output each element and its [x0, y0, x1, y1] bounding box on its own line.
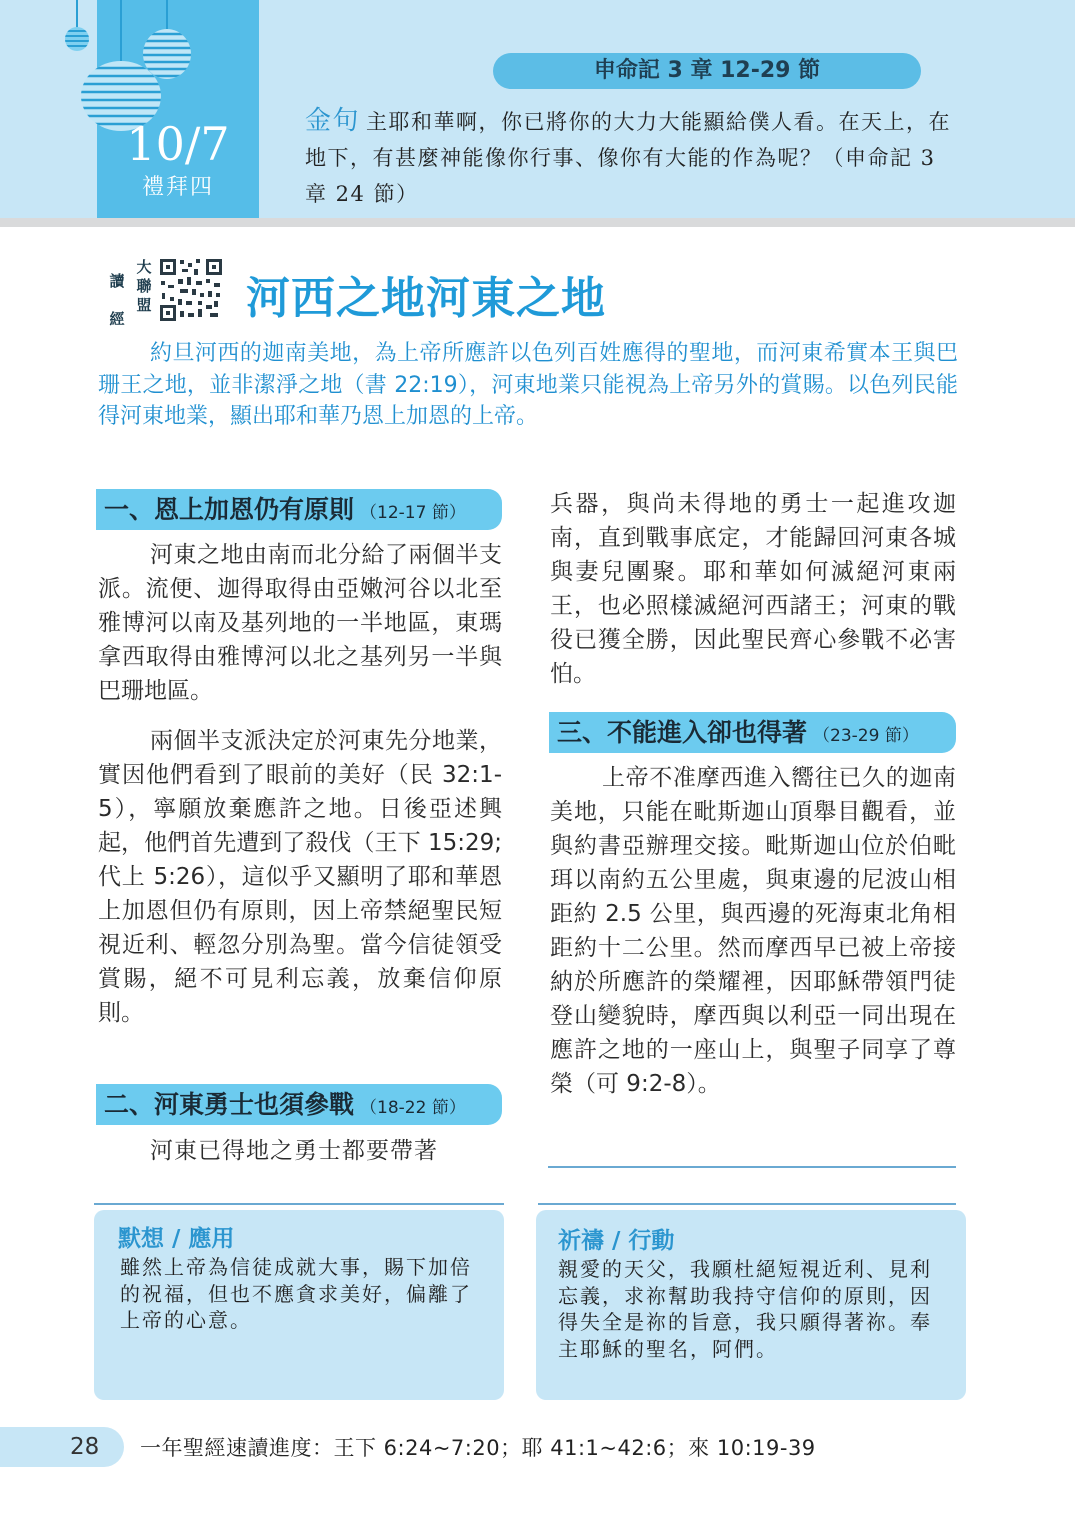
side-label-char: 聯 — [136, 277, 152, 295]
ornament-string — [120, 0, 122, 65]
memory-verse-text: 主耶和華啊，你已將你的大力大能顯給僕人看。在天上，在地下，有甚麼神能像你行事、像你有大能的作為呢？（申命記 3 章 24 節） — [305, 110, 952, 206]
page-number: 28 — [70, 1434, 100, 1460]
section-3-body — [550, 761, 956, 1101]
qr-code-icon[interactable] — [158, 257, 224, 323]
section-reference: （23-29 節） — [813, 726, 919, 746]
prayer-title: 祈禱 / 行動 — [558, 1228, 675, 1254]
body-paragraph: 上帝不准摩西進入嚮往已久的迦南美地，只能在毗斯迦山頂舉目觀看，並與約書亞辦理交接。毗斯迦山位於伯毗珥以南約五公里處，與東邊的尼波山相距約 2.5 公里，與西邊的死海東北角相距約十二公里。然而摩西早已被上帝接納於所應許的榮耀裡，因耶穌帶領門徒登山變貌時，摩西與以利亞一同出現在應許之地的一座山上，與聖子同享了尊榮（可 9:2-8）。 — [550, 765, 956, 1097]
ornament-string — [166, 0, 168, 30]
page-number-tab — [0, 1427, 124, 1467]
ornament-ball-icon — [64, 26, 90, 52]
meditation-text: 雖然上帝為信徒成就大事，賜下加倍的祝福，但也不應貪求美好，偏離了上帝的心意。 — [120, 1255, 472, 1332]
header-divider — [0, 218, 1075, 227]
side-label-char: 經 — [109, 310, 125, 328]
ornament-ball-icon — [142, 28, 192, 80]
column-divider — [548, 1166, 956, 1168]
side-label-char: 盟 — [136, 296, 152, 314]
section-title: 二、河東勇士也須參戰 — [104, 1090, 355, 1119]
reading-label — [108, 262, 126, 338]
section-heading-2 — [96, 1084, 502, 1125]
intro-paragraph: 約旦河西的迦南美地，為上帝所應許以色列百姓應得的聖地，而河東希實本王與巴珊王之地，並非潔淨之地（書 22:19），河東地業只能視為上帝另外的賞賜。以色列民能得河東地業，顯出耶和華乃恩上加恩的上帝。 — [98, 341, 958, 429]
card-divider — [538, 1203, 956, 1205]
meditation-title: 默想 / 應用 — [118, 1226, 235, 1252]
body-paragraph: 河東已得地之勇士都要帶著 — [150, 1138, 438, 1164]
page-title: 河西之地河東之地 — [246, 273, 606, 324]
section-reference: （12-17 節） — [360, 503, 466, 523]
body-paragraph: 兵器，與尚未得地的勇士一起進攻迦南，直到戰事底定，才能歸回河東各城與妻兒團聚。耶和華如何滅絕河東兩王，也必照樣滅絕河西諸王；河東的戰役已獲全勝，因此聖民齊心參戰不必害怕。 — [550, 491, 956, 687]
prayer-text: 親愛的天父，我願杜絕短視近利、見利忘義，求祢幫助我持守信仰的原則，因得失全是祢的旨意，我只願得著祢。奉主耶穌的聖名，阿們。 — [558, 1257, 932, 1361]
card-divider — [94, 1203, 504, 1205]
side-label-char: 讀 — [109, 272, 125, 290]
section-title: 一、恩上加恩仍有原則 — [104, 495, 355, 524]
section-title: 三、不能進入卻也得著 — [557, 718, 808, 747]
body-paragraph: 河東之地由南而北分給了兩個半支派。流便、迦得取得由亞嫩河谷以北至雅博河以南及基列地的一半地區，東瑪拿西取得由雅博河以北之基列另一半與巴珊地區。 — [98, 542, 502, 704]
section-heading-3 — [549, 712, 956, 753]
section-2-body-continued — [550, 487, 956, 691]
body-paragraph: 兩個半支派決定於河東先分地業，實因他們看到了眼前的美好（民 32:1-5），寧願放棄應許之地。日後亞述興起，他們首先遭到了殺伐（王下 15:29; 代上 5:26），這似乎又顯明了耶和華恩上加恩但仍有原則，因上帝禁絕聖民短視近利、輕忽分別為聖。當今信徒領受賞賜，絕不可見利忘義，放棄信仰原則。 — [98, 728, 502, 1026]
section-1-body — [98, 538, 502, 1030]
section-2-body-start — [98, 1134, 502, 1168]
memory-verse-label: 金句 — [305, 106, 361, 136]
passage-reference: 申命記 3 章 12-29 節 — [593, 58, 821, 83]
league-label — [135, 258, 153, 315]
weekday-label: 禮拜四 — [141, 175, 214, 200]
reading-plan: 一年聖經速讀進度：王下 6:24~7:20；耶 41:1~42:6；來 10:19-39 — [140, 1436, 816, 1460]
section-heading-1 — [96, 489, 502, 530]
date-label: 10/7 — [126, 117, 230, 171]
side-label-char: 大 — [136, 258, 152, 276]
memory-verse — [305, 103, 965, 212]
section-reference: （18-22 節） — [360, 1098, 466, 1118]
